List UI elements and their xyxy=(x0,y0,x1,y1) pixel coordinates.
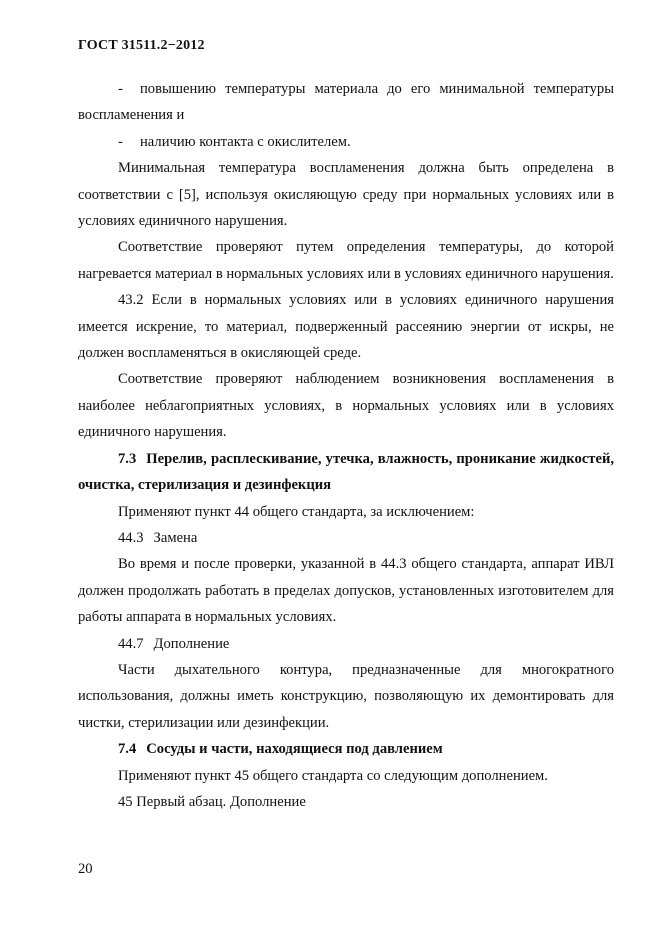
list-item-dash xyxy=(78,129,614,155)
subclause-44-3 xyxy=(78,525,614,551)
paragraph-compliance-ignition: Соответствие проверяют наблюдением возникновения воспламенения в наиболее неблагоприятных условиях, в нормальных условиях или в условиях единичного нарушения. xyxy=(78,371,614,441)
paragraph-clause-45-applies: Применяют пункт 45 общего стандарта со следующим дополнением. xyxy=(118,767,548,784)
section-heading-7-4 xyxy=(78,736,614,762)
subclause-number: 44.3 xyxy=(118,529,144,546)
subclause-44-7 xyxy=(78,631,614,657)
dash-marker: - xyxy=(118,133,123,150)
section-number: 7.4 xyxy=(118,741,137,758)
document-header: ГОСТ 31511.2−2012 xyxy=(78,38,205,53)
page-number: 20 xyxy=(78,861,93,877)
subclause-number: 44.7 xyxy=(118,635,144,652)
list-item-text: повышению температуры материала до его минимальной температуры воспламенения и xyxy=(78,81,614,124)
subclause-title: Замена xyxy=(153,529,198,546)
paragraph-compliance-temperature: Соответствие проверяют путем определения температуры, до которой нагревается материал в нормальных условиях или в условиях единичного нарушения. xyxy=(78,239,614,282)
section-heading-7-3 xyxy=(78,446,614,499)
paragraph-ignition-temperature: Минимальная температура воспламенения должна быть определена в соответствии с [5], используя окисляющую среду при нормальных условиях или в условиях единичного нарушения. xyxy=(78,160,614,230)
list-item-text: наличию контакта с окислителем. xyxy=(140,133,351,150)
paragraph-ventilator-tolerance: Во время и после проверки, указанной в 44.3 общего стандарта, аппарат ИВЛ должен продолжать работать в пределах допусков, установленных изготовителем для работы аппарата в нормальных условиях. xyxy=(78,556,614,626)
paragraph-clause-45-first: 45 Первый абзац. Дополнение xyxy=(118,793,306,810)
section-number: 7.3 xyxy=(118,450,137,467)
paragraph-clause-44-applies: Применяют пункт 44 общего стандарта, за исключением: xyxy=(118,503,475,520)
dash-marker: - xyxy=(118,81,123,97)
section-title: Перелив, расплескивание, утечка, влажность, проникание жидкостей, очистка, стерилизация и дезинфекция xyxy=(78,450,614,494)
section-title: Сосуды и части, находящиеся под давлением xyxy=(146,741,443,758)
paragraph-breathing-circuit: Части дыхательного контура, предназначенные для многократного использования, должны иметь конструкцию, позволяющую их демонтировать для чистки, стерилизации или дезинфекции. xyxy=(78,661,614,731)
subclause-title: Дополнение xyxy=(153,635,230,652)
paragraph-clause-43-2: 43.2 Если в нормальных условиях или в условиях единичного нарушения имеется искрение, то материал, подверженный рассеянию энергии от искры, не должен воспламеняться в окисляющей среде. xyxy=(78,292,614,362)
document-body xyxy=(78,76,614,815)
list-item-dash xyxy=(78,76,614,129)
